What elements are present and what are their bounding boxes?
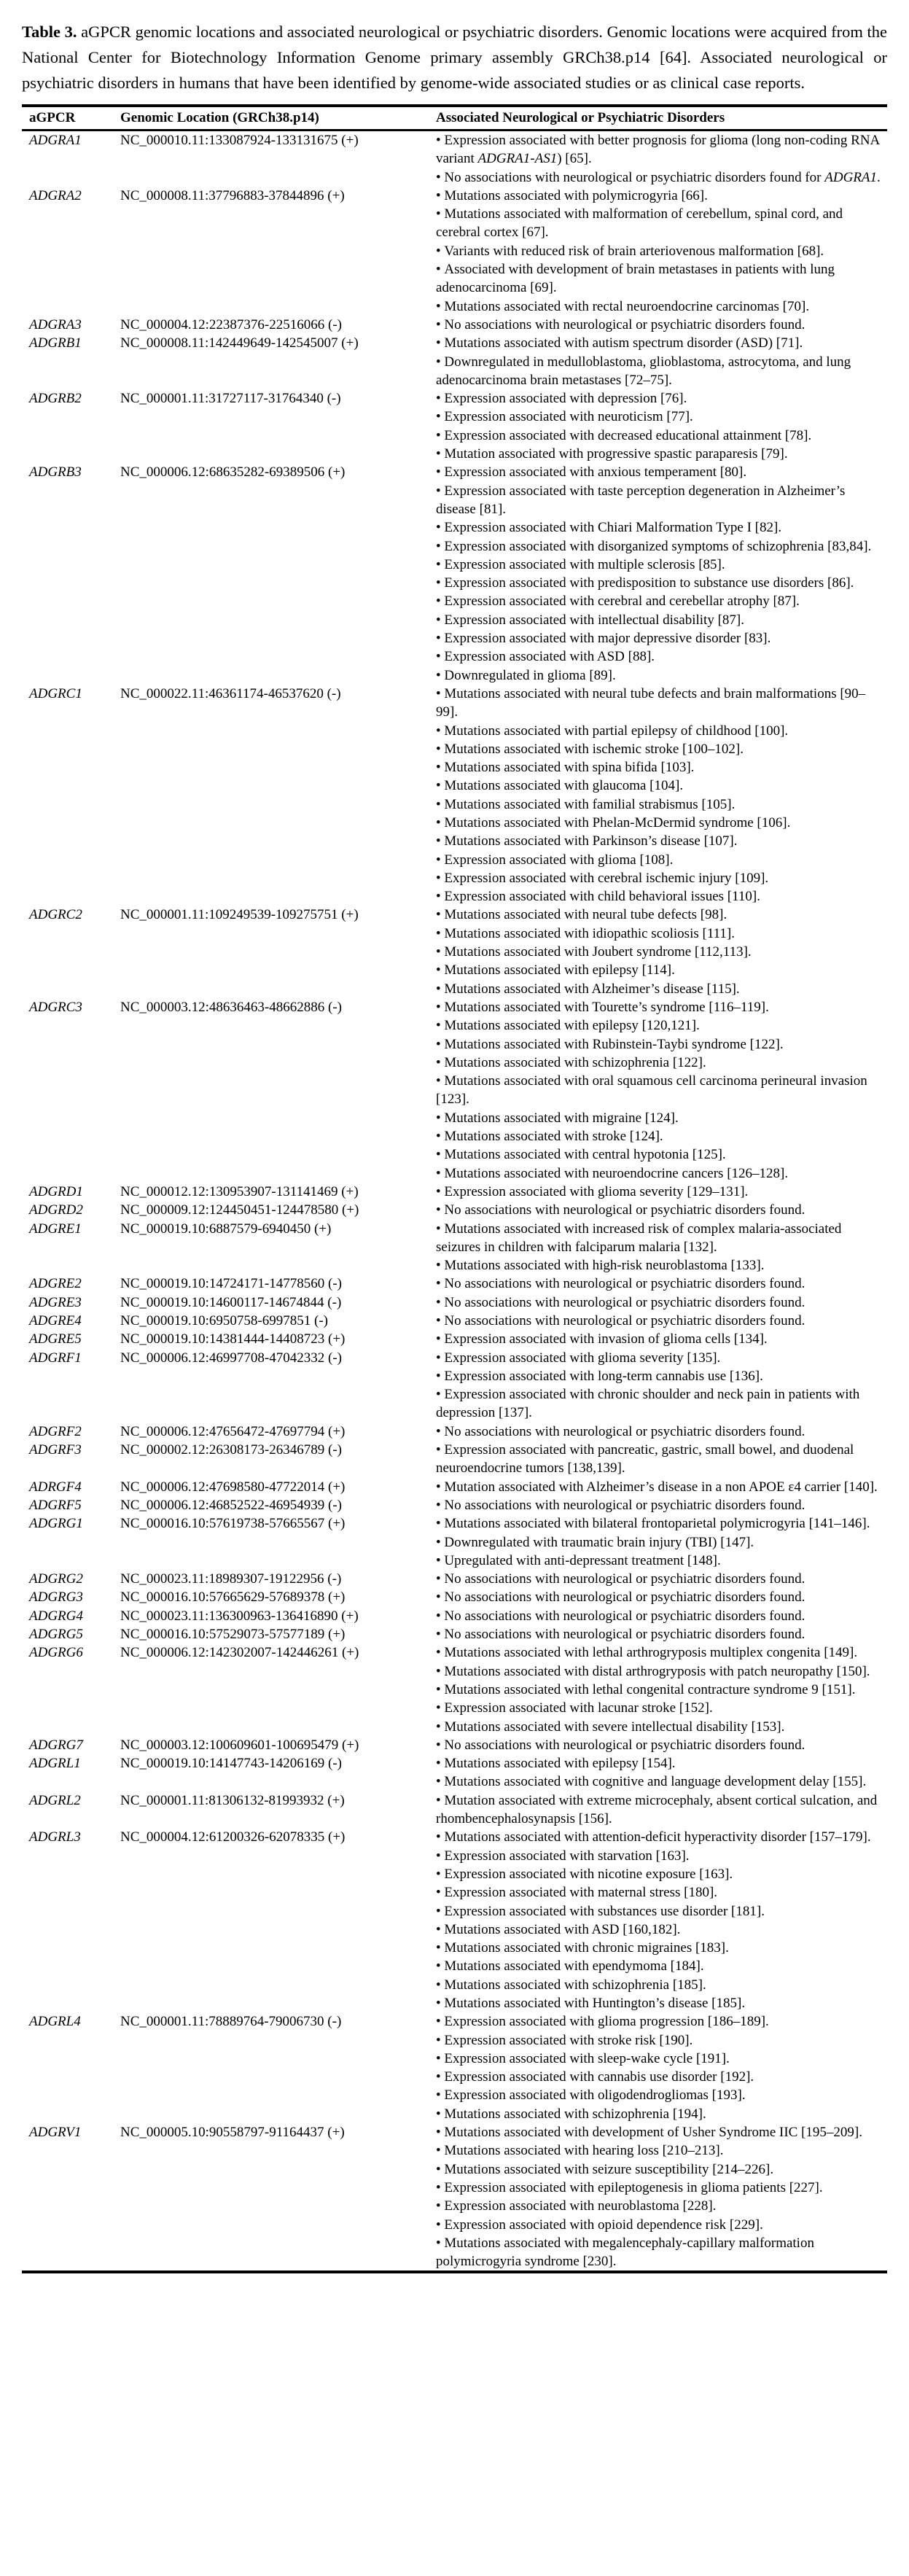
table-row bbox=[22, 463, 887, 685]
disorders-cell bbox=[436, 389, 887, 463]
disorder-bullet: • Mutations associated with schizophrenia [185]. bbox=[436, 1976, 887, 1994]
disorder-bullet: • Mutations associated with glaucoma [104]. bbox=[436, 777, 887, 795]
disorders-cell bbox=[436, 1588, 887, 1606]
disorder-bullet: • Mutations associated with Alzheimer’s disease [115]. bbox=[436, 980, 887, 998]
disorders-cell bbox=[436, 685, 887, 906]
disorder-bullet: • Mutations associated with neuroendocrine cancers [126–128]. bbox=[436, 1164, 887, 1183]
disorder-bullet: • Mutations associated with development of Usher Syndrome IIC [195–209]. bbox=[436, 2123, 887, 2141]
gene-name: ADGRF2 bbox=[29, 1423, 82, 1439]
disorder-bullet: • Expression associated with intellectual disability [87]. bbox=[436, 611, 887, 629]
disorders-cell bbox=[436, 187, 887, 316]
disorder-bullet: • Expression associated with anxious temperament [80]. bbox=[436, 463, 887, 481]
disorders-cell bbox=[436, 1220, 887, 1275]
table-row bbox=[22, 1588, 887, 1606]
col-header-genomic-location: Genomic Location (GRCh38.p14) bbox=[120, 106, 436, 131]
disorders-cell bbox=[436, 334, 887, 389]
table-body bbox=[22, 131, 887, 2273]
disorder-bullet: • Mutations associated with Phelan-McDermid syndrome [106]. bbox=[436, 814, 887, 832]
gene-name: ADGRG7 bbox=[29, 1737, 83, 1753]
gene-name: ADGRF1 bbox=[29, 1350, 82, 1366]
disorders-cell bbox=[436, 1423, 887, 1441]
genomic-location: NC_000003.12:48636463-48662886 (-) bbox=[120, 999, 342, 1015]
table-row bbox=[22, 1625, 887, 1643]
disorder-bullet: • Mutations associated with partial epilepsy of childhood [100]. bbox=[436, 722, 887, 740]
table-row bbox=[22, 1607, 887, 1625]
table-row bbox=[22, 1183, 887, 1201]
genomic-location: NC_000003.12:100609601-100695479 (+) bbox=[120, 1737, 359, 1753]
caption-text: aGPCR genomic locations and associated neurological or psychiatric disorders. Genomic locations were acquired from the National Center for Biotechnology Information Genome primary assembly GRCh38.p14 [64]. Associated neurological or psychiatric disorders in humans that have been identified by genome-wide associated studies or as clinical case reports. bbox=[22, 23, 887, 92]
table-row bbox=[22, 1441, 887, 1478]
disorder-bullet: • Mutations associated with malformation of cerebellum, spinal cord, and cerebral cortex [67]. bbox=[436, 205, 887, 242]
disorders-cell bbox=[436, 1496, 887, 1514]
genomic-location: NC_000006.12:47656472-47697794 (+) bbox=[120, 1423, 346, 1439]
disorder-bullet: • Mutations associated with autism spectrum disorder (ASD) [71]. bbox=[436, 334, 887, 352]
disorder-bullet: • Mutations associated with chronic migraines [183]. bbox=[436, 1939, 887, 1957]
genomic-location: NC_000016.10:57619738-57665567 (+) bbox=[120, 1516, 346, 1532]
gene-name: ADGRA3 bbox=[29, 316, 82, 332]
disorder-bullet: • Mutations associated with epilepsy [120,121]. bbox=[436, 1016, 887, 1035]
disorder-bullet: • Mutations associated with severe intellectual disability [153]. bbox=[436, 1718, 887, 1736]
disorder-bullet: • Mutations associated with lethal arthrogryposis multiplex congenita [149]. bbox=[436, 1643, 887, 1662]
table-row bbox=[22, 1349, 887, 1423]
disorders-cell bbox=[436, 1293, 887, 1312]
gene-name: ADGRL3 bbox=[29, 1829, 81, 1845]
disorder-bullet: • Expression associated with long-term cannabis use [136]. bbox=[436, 1367, 887, 1385]
disorder-bullet: • Expression associated with starvation [163]. bbox=[436, 1847, 887, 1865]
disorder-bullet: • No associations with neurological or psychiatric disorders found. bbox=[436, 1496, 887, 1514]
disorder-bullet: • Expression associated with cannabis use disorder [192]. bbox=[436, 2068, 887, 2086]
disorder-bullet: • No associations with neurological or psychiatric disorders found. bbox=[436, 316, 887, 334]
gene-name: ADGRC3 bbox=[29, 999, 82, 1015]
disorders-cell bbox=[436, 1201, 887, 1219]
table-row bbox=[22, 131, 887, 187]
disorder-bullet: • Mutations associated with migraine [124]. bbox=[436, 1109, 887, 1127]
disorder-bullet: • Expression associated with child behavioral issues [110]. bbox=[436, 887, 887, 906]
disorder-bullet: • Expression associated with predisposition to substance use disorders [86]. bbox=[436, 574, 887, 592]
disorder-bullet: • Downregulated in glioma [89]. bbox=[436, 666, 887, 685]
gene-name: ADGRB2 bbox=[29, 391, 82, 407]
disorder-bullet: • Mutations associated with Huntington’s disease [185]. bbox=[436, 1994, 887, 2012]
gene-name: ADGRL2 bbox=[29, 1792, 81, 1808]
disorders-cell bbox=[436, 1570, 887, 1588]
disorder-bullet: • Expression associated with glioma severity [135]. bbox=[436, 1349, 887, 1367]
disorder-bullet: • Mutations associated with ASD [160,182]. bbox=[436, 1921, 887, 1939]
table-row bbox=[22, 685, 887, 906]
disorders-cell bbox=[436, 1625, 887, 1643]
genomic-location: NC_000016.10:57665629-57689378 (+) bbox=[120, 1589, 346, 1606]
disorder-bullet: • Expression associated with Chiari Malformation Type I [82]. bbox=[436, 518, 887, 537]
disorder-bullet: • Mutations associated with polymicrogyria [66]. bbox=[436, 187, 887, 205]
disorder-bullet: • Expression associated with chronic shoulder and neck pain in patients with depression [137]. bbox=[436, 1385, 887, 1423]
genomic-location: NC_000023.11:136300963-136416890 (+) bbox=[120, 1608, 359, 1624]
table-row bbox=[22, 187, 887, 316]
disorder-bullet: • Mutations associated with stroke [124]. bbox=[436, 1127, 887, 1145]
disorder-bullet: • Expression associated with epileptogenesis in glioma patients [227]. bbox=[436, 2179, 887, 2197]
disorders-cell bbox=[436, 2012, 887, 2123]
gene-name: ADGRF3 bbox=[29, 1442, 82, 1458]
table-row bbox=[22, 1736, 887, 1754]
disorder-bullet: • Downregulated with traumatic brain injury (TBI) [147]. bbox=[436, 1533, 887, 1552]
disorder-bullet: • Mutations associated with Joubert syndrome [112,113]. bbox=[436, 943, 887, 961]
disorders-cell bbox=[436, 1828, 887, 2012]
disorder-bullet: • No associations with neurological or psychiatric disorders found. bbox=[436, 1423, 887, 1441]
genomic-location: NC_000016.10:57529073-57577189 (+) bbox=[120, 1627, 346, 1643]
table-row bbox=[22, 1828, 887, 2012]
disorders-cell bbox=[436, 1349, 887, 1423]
disorder-bullet: • Expression associated with substances use disorder [181]. bbox=[436, 1902, 887, 1921]
disorder-bullet: • Expression associated with ASD [88]. bbox=[436, 647, 887, 666]
disorder-bullet: • Variants with reduced risk of brain arteriovenous malformation [68]. bbox=[436, 242, 887, 260]
disorder-bullet: • Expression associated with taste perception degeneration in Alzheimer’s disease [81]. bbox=[436, 482, 887, 519]
disorders-cell bbox=[436, 1312, 887, 1330]
disorder-bullet: • Expression associated with major depressive disorder [83]. bbox=[436, 629, 887, 647]
gene-name: ADGRA2 bbox=[29, 187, 82, 203]
genomic-location: NC_000008.11:142449649-142545007 (+) bbox=[120, 335, 359, 351]
disorder-bullet: • Mutations associated with rectal neuroendocrine carcinomas [70]. bbox=[436, 297, 887, 316]
disorder-bullet: • Mutation associated with progressive spastic paraparesis [79]. bbox=[436, 445, 887, 463]
col-header-agpcr: aGPCR bbox=[22, 106, 120, 131]
disorder-bullet: • Mutations associated with schizophrenia [122]. bbox=[436, 1054, 887, 1072]
disorders-cell bbox=[436, 1791, 887, 1829]
disorder-bullet: • No associations with neurological or psychiatric disorders found. bbox=[436, 1312, 887, 1330]
disorder-bullet: • Expression associated with better prognosis for glioma (long non-coding RNA variant ADGRA1-AS1) [65]. bbox=[436, 131, 887, 168]
table-row bbox=[22, 1220, 887, 1275]
disorder-bullet: • No associations with neurological or psychiatric disorders found. bbox=[436, 1201, 887, 1219]
genomic-location: NC_000012.12:130953907-131141469 (+) bbox=[120, 1183, 359, 1199]
disorder-bullet: • Mutations associated with familial strabismus [105]. bbox=[436, 795, 887, 814]
genomic-location: NC_000019.10:6950758-6997851 (-) bbox=[120, 1313, 328, 1328]
disorder-bullet: • Mutations associated with Tourette’s syndrome [116–119]. bbox=[436, 998, 887, 1016]
disorders-cell bbox=[436, 1607, 887, 1625]
disorders-cell bbox=[436, 131, 887, 187]
genomic-location: NC_000001.11:78889764-79006730 (-) bbox=[120, 2014, 342, 2030]
disorder-bullet: • Expression associated with cerebral and cerebellar atrophy [87]. bbox=[436, 592, 887, 610]
disorder-bullet: • Expression associated with nicotine exposure [163]. bbox=[436, 1865, 887, 1883]
gene-name: ADGRC1 bbox=[29, 685, 82, 701]
disorder-bullet: • Expression associated with glioma [108]. bbox=[436, 851, 887, 869]
gene-name: ADGRD1 bbox=[29, 1183, 83, 1199]
table-row bbox=[22, 1496, 887, 1514]
disorders-cell bbox=[436, 2123, 887, 2272]
disorder-bullet: • Expression associated with depression [76]. bbox=[436, 389, 887, 408]
disorder-bullet: • Mutations associated with neural tube defects and brain malformations [90–99]. bbox=[436, 685, 887, 722]
gene-name: ADGRE5 bbox=[29, 1331, 82, 1347]
disorder-bullet: • Mutations associated with cognitive and language development delay [155]. bbox=[436, 1773, 887, 1791]
table-row bbox=[22, 1201, 887, 1219]
disorders-cell bbox=[436, 1183, 887, 1201]
gene-name: ADGRC2 bbox=[29, 907, 82, 923]
disorders-cell bbox=[436, 1736, 887, 1754]
disorders-cell bbox=[436, 998, 887, 1183]
disorder-bullet: • Expression associated with lacunar stroke [152]. bbox=[436, 1699, 887, 1717]
genomic-location: NC_000023.11:18989307-19122956 (-) bbox=[120, 1571, 342, 1587]
gene-name: ADGRG2 bbox=[29, 1571, 83, 1587]
disorder-bullet: • Mutations associated with bilateral frontoparietal polymicrogyria [141–146]. bbox=[436, 1514, 887, 1533]
disorder-bullet: • Mutations associated with Rubinstein-Taybi syndrome [122]. bbox=[436, 1035, 887, 1054]
disorder-bullet: • Mutations associated with neural tube defects [98]. bbox=[436, 906, 887, 924]
disorder-bullet: • Mutation associated with extreme microcephaly, absent cortical sulcation, and rhombencephalosynapsis [156]. bbox=[436, 1791, 887, 1829]
disorder-bullet: • No associations with neurological or psychiatric disorders found. bbox=[436, 1293, 887, 1312]
disorders-cell bbox=[436, 1275, 887, 1293]
disorders-cell bbox=[436, 1330, 887, 1348]
gene-name: ADGRG4 bbox=[29, 1608, 83, 1624]
gene-name: ADGRE2 bbox=[29, 1276, 82, 1292]
genomic-location: NC_000019.10:14600117-14674844 (-) bbox=[120, 1294, 342, 1310]
disorder-bullet: • Expression associated with glioma progression [186–189]. bbox=[436, 2012, 887, 2031]
disorder-bullet: • Expression associated with invasion of glioma cells [134]. bbox=[436, 1330, 887, 1348]
genomic-location: NC_000002.12:26308173-26346789 (-) bbox=[120, 1442, 342, 1458]
disorder-bullet: • Mutations associated with increased risk of complex malaria-associated seizures in children with falciparum malaria [132]. bbox=[436, 1220, 887, 1257]
table-row bbox=[22, 1293, 887, 1312]
header-row bbox=[22, 106, 887, 131]
disorder-bullet: • Mutations associated with ischemic stroke [100–102]. bbox=[436, 740, 887, 758]
gene-name: ADGRG1 bbox=[29, 1516, 83, 1532]
genomic-location: NC_000022.11:46361174-46537620 (-) bbox=[120, 685, 341, 701]
disorders-cell bbox=[436, 906, 887, 997]
gene-name: ADGRA1 bbox=[29, 133, 82, 148]
disorder-bullet: • Mutations associated with epilepsy [154]. bbox=[436, 1754, 887, 1773]
gpcr-table bbox=[22, 104, 887, 2273]
disorders-cell bbox=[436, 1441, 887, 1478]
disorder-bullet: • No associations with neurological or psychiatric disorders found. bbox=[436, 1275, 887, 1293]
table-row bbox=[22, 1478, 887, 1496]
disorder-bullet: • Mutations associated with schizophrenia [194]. bbox=[436, 2105, 887, 2123]
disorders-cell bbox=[436, 463, 887, 685]
disorder-bullet: • Mutations associated with high-risk neuroblastoma [133]. bbox=[436, 1256, 887, 1275]
disorder-bullet: • Mutations associated with hearing loss [210–213]. bbox=[436, 2141, 887, 2160]
genomic-location: NC_000009.12:124450451-124478580 (+) bbox=[120, 1202, 359, 1218]
genomic-location: NC_000006.12:142302007-142446261 (+) bbox=[120, 1645, 359, 1661]
genomic-location: NC_000010.11:133087924-133131675 (+) bbox=[120, 133, 359, 148]
disorder-bullet: • Associated with development of brain metastases in patients with lung adenocarcinoma [69]. bbox=[436, 260, 887, 297]
table-row bbox=[22, 316, 887, 334]
disorder-bullet: • No associations with neurological or psychiatric disorders found. bbox=[436, 1625, 887, 1643]
table-row bbox=[22, 1330, 887, 1348]
disorder-bullet: • Mutations associated with epilepsy [114]. bbox=[436, 961, 887, 979]
disorder-bullet: • No associations with neurological or psychiatric disorders found for ADGRA1. bbox=[436, 168, 887, 187]
disorder-bullet: • Expression associated with multiple sclerosis [85]. bbox=[436, 556, 887, 574]
disorder-bullet: • Expression associated with cerebral ischemic injury [109]. bbox=[436, 869, 887, 887]
table-row bbox=[22, 1570, 887, 1588]
disorder-bullet: • Expression associated with sleep-wake cycle [191]. bbox=[436, 2050, 887, 2068]
gene-name: ADGRB1 bbox=[29, 335, 82, 351]
gene-name: ADGRD2 bbox=[29, 1202, 83, 1218]
disorder-bullet: • Mutations associated with seizure susceptibility [214–226]. bbox=[436, 2160, 887, 2179]
genomic-location: NC_000019.10:14381444-14408723 (+) bbox=[120, 1331, 346, 1347]
disorder-bullet: • Expression associated with pancreatic, gastric, small bowel, and duodenal neuroendocrine tumors [138,139]. bbox=[436, 1441, 887, 1478]
disorder-bullet: • Mutation associated with Alzheimer’s disease in a non APOE ε4 carrier [140]. bbox=[436, 1478, 887, 1496]
gene-name: ADGRE4 bbox=[29, 1313, 82, 1328]
disorders-cell bbox=[436, 316, 887, 334]
genomic-location: NC_000001.11:31727117-31764340 (-) bbox=[120, 391, 341, 407]
gene-name: ADGRE1 bbox=[29, 1221, 82, 1237]
disorder-bullet: • Expression associated with glioma severity [129–131]. bbox=[436, 1183, 887, 1201]
disorder-bullet: • No associations with neurological or psychiatric disorders found. bbox=[436, 1736, 887, 1754]
disorder-bullet: • Mutations associated with spina bifida [103]. bbox=[436, 758, 887, 777]
genomic-location: NC_000006.12:46852522-46954939 (-) bbox=[120, 1497, 342, 1513]
disorder-bullet: • Mutations associated with lethal congenital contracture syndrome 9 [151]. bbox=[436, 1681, 887, 1699]
disorder-bullet: • Expression associated with opioid dependence risk [229]. bbox=[436, 2216, 887, 2234]
gene-name: ADGRG5 bbox=[29, 1627, 83, 1643]
disorders-cell bbox=[436, 1514, 887, 1570]
disorder-bullet: • Upregulated with anti-depressant treatment [148]. bbox=[436, 1552, 887, 1570]
table-row bbox=[22, 389, 887, 463]
genomic-location: NC_000006.12:68635282-69389506 (+) bbox=[120, 464, 346, 480]
disorder-bullet: • Expression associated with neuroticism [77]. bbox=[436, 408, 887, 426]
disorder-bullet: • Downregulated in medulloblastoma, glioblastoma, astrocytoma, and lung adenocarcinoma brain metastases [72–75]. bbox=[436, 353, 887, 390]
table-row bbox=[22, 334, 887, 389]
genomic-location: NC_000004.12:22387376-22516066 (-) bbox=[120, 316, 342, 332]
table-caption bbox=[22, 19, 887, 96]
disorder-bullet: • Expression associated with oligodendrogliomas [193]. bbox=[436, 2086, 887, 2104]
disorders-cell bbox=[436, 1643, 887, 1735]
disorder-bullet: • Mutations associated with attention-deficit hyperactivity disorder [157–179]. bbox=[436, 1828, 887, 1846]
table-row bbox=[22, 1312, 887, 1330]
table-header bbox=[22, 106, 887, 131]
table-row bbox=[22, 998, 887, 1183]
table-row bbox=[22, 1791, 887, 1829]
col-header-disorders: Associated Neurological or Psychiatric Disorders bbox=[436, 106, 887, 131]
disorder-bullet: • Expression associated with disorganized symptoms of schizophrenia [83,84]. bbox=[436, 537, 887, 556]
genomic-location: NC_000006.12:47698580-47722014 (+) bbox=[120, 1479, 346, 1495]
disorder-bullet: • Mutations associated with idiopathic scoliosis [111]. bbox=[436, 925, 887, 943]
table-row bbox=[22, 1514, 887, 1570]
table-row bbox=[22, 1643, 887, 1735]
disorder-bullet: • Expression associated with stroke risk [190]. bbox=[436, 2031, 887, 2050]
gene-name: ADGRF5 bbox=[29, 1497, 82, 1513]
disorder-bullet: • Mutations associated with distal arthrogryposis with patch neuropathy [150]. bbox=[436, 1662, 887, 1681]
gene-name: ADGRL1 bbox=[29, 1756, 81, 1772]
genomic-location: NC_000019.10:14724171-14778560 (-) bbox=[120, 1276, 342, 1292]
caption-label: Table 3. bbox=[22, 23, 77, 41]
gene-name: ADGRV1 bbox=[29, 2125, 82, 2141]
gene-name: ADGRE3 bbox=[29, 1294, 82, 1310]
disorder-bullet: • Mutations associated with Parkinson’s disease [107]. bbox=[436, 832, 887, 850]
table-row bbox=[22, 1423, 887, 1441]
table-row bbox=[22, 1754, 887, 1791]
genomic-location: NC_000005.10:90558797-91164437 (+) bbox=[120, 2125, 345, 2141]
disorders-cell bbox=[436, 1754, 887, 1791]
gene-name: ADGRL4 bbox=[29, 2014, 81, 2030]
disorder-bullet: • No associations with neurological or psychiatric disorders found. bbox=[436, 1607, 887, 1625]
genomic-location: NC_000001.11:109249539-109275751 (+) bbox=[120, 907, 359, 923]
genomic-location: NC_000006.12:46997708-47042332 (-) bbox=[120, 1350, 342, 1366]
disorder-bullet: • Expression associated with neuroblastoma [228]. bbox=[436, 2197, 887, 2215]
disorder-bullet: • Mutations associated with oral squamous cell carcinoma perineural invasion [123]. bbox=[436, 1072, 887, 1109]
disorder-bullet: • No associations with neurological or psychiatric disorders found. bbox=[436, 1570, 887, 1588]
gene-name: ADRGF4 bbox=[29, 1479, 82, 1495]
table-row bbox=[22, 906, 887, 997]
disorder-bullet: • Expression associated with maternal stress [180]. bbox=[436, 1883, 887, 1902]
gene-name: ADGRG6 bbox=[29, 1645, 83, 1661]
table-row bbox=[22, 2012, 887, 2123]
disorder-bullet: • Mutations associated with megalencephaly-capillary malformation polymicrogyria syndrome [230]. bbox=[436, 2234, 887, 2271]
disorder-bullet: • Expression associated with decreased educational attainment [78]. bbox=[436, 427, 887, 445]
gene-name: ADGRB3 bbox=[29, 464, 82, 480]
disorder-bullet: • No associations with neurological or psychiatric disorders found. bbox=[436, 1588, 887, 1606]
gene-name: ADGRG3 bbox=[29, 1589, 83, 1606]
genomic-location: NC_000001.11:81306132-81993932 (+) bbox=[120, 1792, 345, 1808]
genomic-location: NC_000019.10:14147743-14206169 (-) bbox=[120, 1756, 342, 1772]
disorder-bullet: • Mutations associated with ependymoma [184]. bbox=[436, 1957, 887, 1975]
disorders-cell bbox=[436, 1478, 887, 1496]
table-row bbox=[22, 2123, 887, 2272]
genomic-location: NC_000019.10:6887579-6940450 (+) bbox=[120, 1221, 332, 1237]
genomic-location: NC_000008.11:37796883-37844896 (+) bbox=[120, 187, 345, 203]
genomic-location: NC_000004.12:61200326-62078335 (+) bbox=[120, 1829, 346, 1845]
table-row bbox=[22, 1275, 887, 1293]
disorder-bullet: • Mutations associated with central hypotonia [125]. bbox=[436, 1145, 887, 1164]
